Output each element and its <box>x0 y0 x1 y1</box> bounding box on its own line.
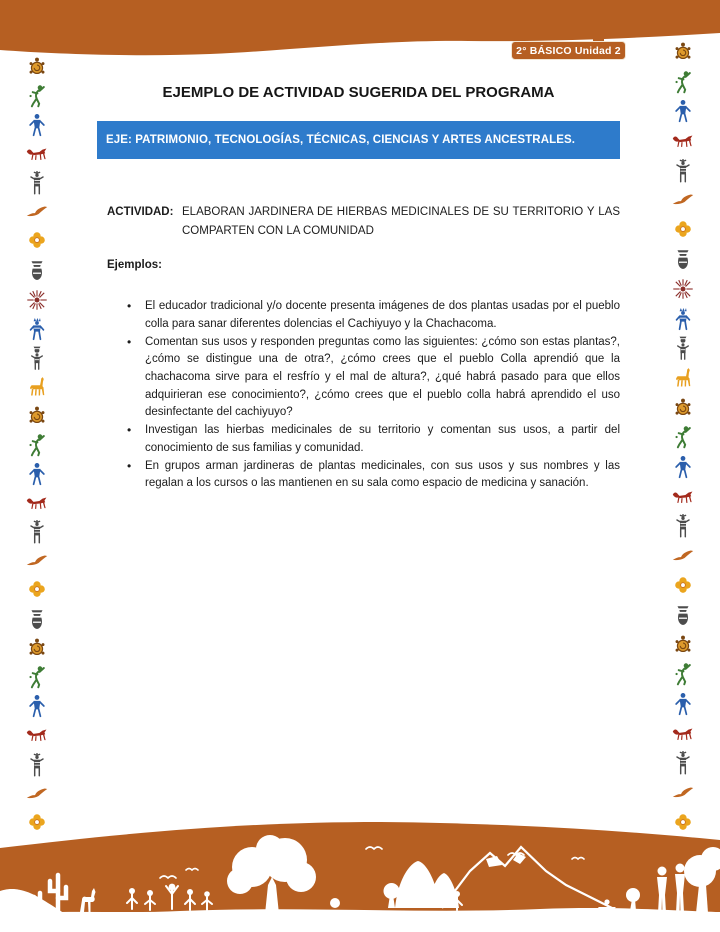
condor-icon <box>26 782 48 806</box>
standing-figure-icon <box>672 514 694 538</box>
activity-text: ELABORAN JARDINERA DE HIERBAS MEDICINALES DE SU TERRITORIO Y LAS COMPARTEN CON LA COMUNIDAD <box>182 206 620 237</box>
condor-icon <box>26 549 48 573</box>
landscape-illustration <box>0 815 720 932</box>
standing-figure-icon <box>672 159 694 183</box>
bullet-item-2 <box>125 334 620 423</box>
bullet-text: En grupos arman jardineras de plantas medicinales, con sus usos y sus nombres y las regalan a los cursos o las mantienen en su sala como espacio de medicina y sanación. <box>145 459 620 490</box>
blue-person-icon <box>26 694 48 718</box>
turtle-icon <box>672 396 694 420</box>
green-dancer-icon <box>672 425 694 449</box>
green-dancer-icon <box>672 662 694 686</box>
blue-chief-icon <box>672 307 694 331</box>
blue-person-icon <box>672 692 694 716</box>
bullet-marker: • <box>127 299 132 314</box>
standing-figure-icon <box>26 171 48 195</box>
bullet-item-3 <box>125 422 620 457</box>
bullet-item-1 <box>125 298 620 333</box>
green-dancer-icon <box>672 70 694 94</box>
condor-icon <box>672 544 694 568</box>
flower-icon <box>26 578 48 602</box>
condor-icon <box>26 200 48 224</box>
vessel-icon <box>672 247 694 271</box>
standing-figure-icon <box>26 753 48 777</box>
green-dancer-icon <box>26 665 48 689</box>
blue-person-icon <box>26 462 48 486</box>
examples-label: Ejemplos: <box>107 259 162 272</box>
pot-bearer-icon <box>672 336 694 360</box>
unit-badge <box>511 41 626 60</box>
sunburst-icon <box>26 288 48 312</box>
bullet-marker: • <box>127 458 132 473</box>
flower-icon <box>672 218 694 242</box>
bullet-marker: • <box>127 423 132 438</box>
vessel-icon <box>26 607 48 631</box>
pot-bearer-icon <box>26 346 48 370</box>
blue-person-icon <box>26 113 48 137</box>
red-fox-icon <box>26 723 48 747</box>
red-fox-icon <box>672 129 694 153</box>
red-fox-icon <box>672 722 694 746</box>
turtle-icon <box>26 404 48 428</box>
llama-icon <box>26 375 48 399</box>
eje-banner <box>97 121 620 159</box>
turtle-icon <box>26 636 48 660</box>
red-fox-icon <box>672 485 694 509</box>
vessel-icon <box>672 603 694 627</box>
activity-block <box>97 203 620 240</box>
page-title: EJEMPLO DE ACTIVIDAD SUGERIDA DEL PROGRAMA <box>162 84 555 101</box>
bullet-text: Comentan sus usos y responden preguntas como las siguientes: ¿cómo son estas plantas?, ¿cómo se distingue una de otra?, ¿cómo crees que el pueblo Colla aprendió que la chachacoma sirve para el resfrío y el mal de altura?, ¿qué habrá pasado para que ellos adquirieran ese conocimiento?, ¿cómo crees que el pueblo colla habrá aprendido el uso desinfectante del cachiyuyo? <box>145 335 620 419</box>
examples-bullet-list <box>97 298 620 493</box>
eje-banner-text: EJE: PATRIMONIO, TECNOLOGÍAS, TÉCNICAS, CIENCIAS Y ARTES ANCESTRALES. <box>106 134 576 146</box>
activity-label: ACTIVIDAD: <box>107 206 174 218</box>
right-icon-column <box>665 40 701 835</box>
flower-icon <box>26 229 48 253</box>
standing-figure-icon <box>672 751 694 775</box>
condor-icon <box>672 188 694 212</box>
red-fox-icon <box>26 491 48 515</box>
green-dancer-icon <box>26 84 48 108</box>
bullet-marker: • <box>127 334 132 349</box>
green-dancer-icon <box>26 433 48 457</box>
blue-person-icon <box>672 455 694 479</box>
turtle-icon <box>672 633 694 657</box>
condor-icon <box>672 781 694 805</box>
bullet-text: Investigan las hierbas medicinales de su territorio y comentan sus usos, a partir del conocimiento de sus familias y comunidad. <box>145 424 620 454</box>
blue-chief-icon <box>26 317 48 341</box>
llama-icon <box>672 366 694 390</box>
blue-person-icon <box>672 99 694 123</box>
document-content <box>97 84 620 493</box>
bullet-text: El educador tradicional y/o docente presenta imágenes de dos plantas usadas por el pueblo colla para sanar diferentes dolencias el Cachiyuyo y la Chachacoma. <box>145 300 620 330</box>
left-icon-column <box>19 55 55 835</box>
bullet-item-4 <box>125 458 620 493</box>
sunburst-icon <box>672 277 694 301</box>
flower-icon <box>672 574 694 598</box>
unit-badge-label: 2° BÁSICO Unidad 2 <box>516 44 621 57</box>
standing-figure-icon <box>26 520 48 544</box>
red-fox-icon <box>26 142 48 166</box>
vessel-icon <box>26 258 48 282</box>
